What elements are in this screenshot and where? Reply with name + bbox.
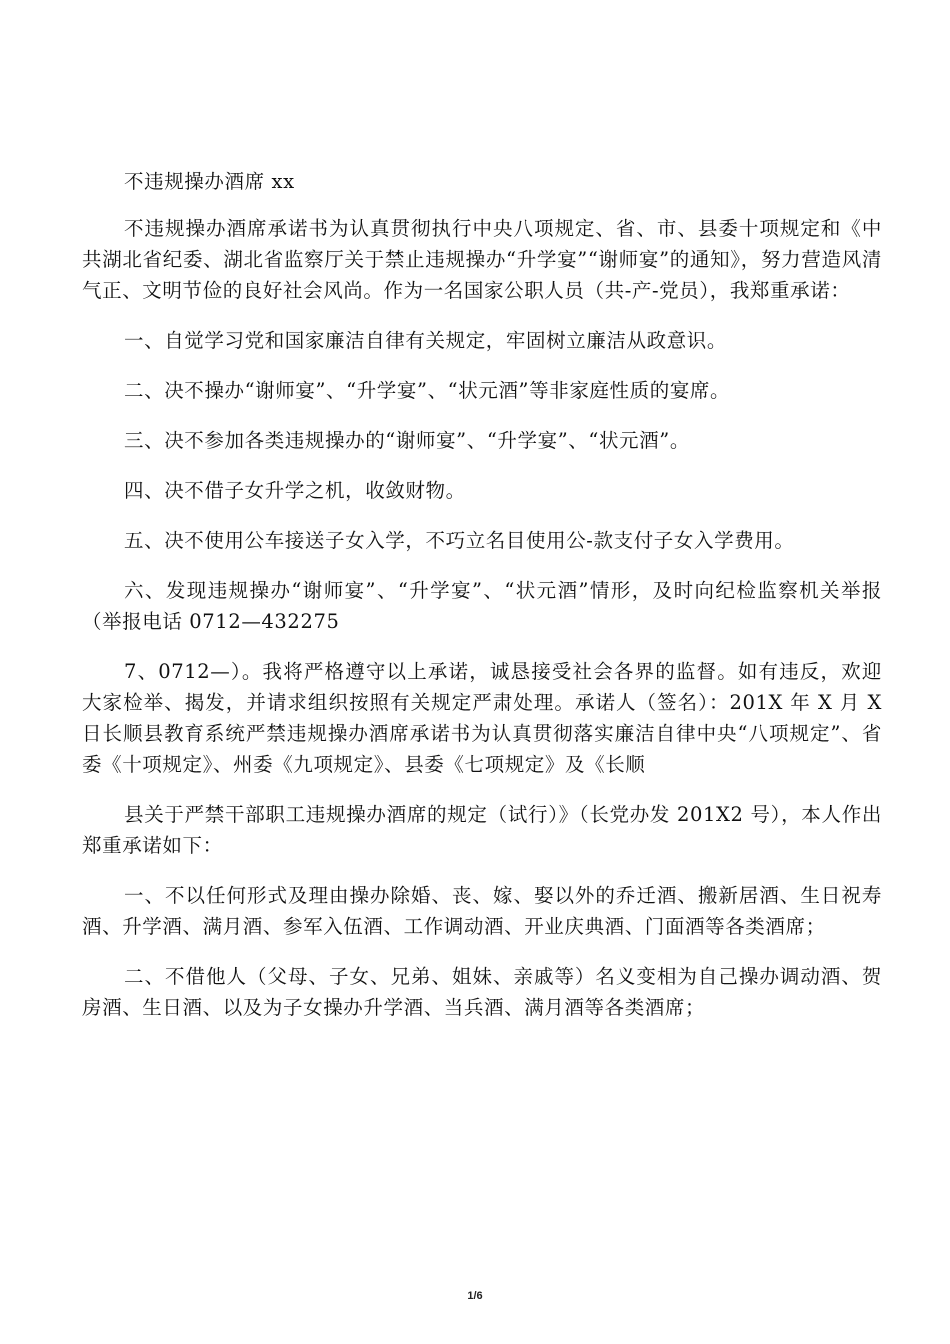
paragraph-item-3: 三、决不参加各类违规操办的“谢师宴”、“升学宴”、“状元酒”。: [124, 429, 690, 452]
paragraph-intro: 不违规操办酒席承诺书为认真贯彻执行中央八项规定、省、市、县委十项规定和《中共湖北省纪委、湖北省监察厅关于禁止违规操办“升学宴”“谢师宴”的通知》，努力营造风清气正、文明节俭的良好社会风尚。作为一名国家公职人员（共-产-党员），我郑重承诺：: [82, 217, 882, 302]
paragraph-item-1: 一、自觉学习党和国家廉洁自律有关规定，牢固树立廉洁从政意识。: [124, 329, 728, 352]
page-number: 1/6: [467, 1290, 483, 1302]
document-body: [82, 166, 882, 1023]
paragraph-item-6: 六、发现违规操办“谢师宴”、“升学宴”、“状元酒”情形，及时向纪检监察机关举报（举报电话 0712—432275: [82, 579, 882, 633]
paragraph-continuation: 7、0712—）。我将严格遵守以上承诺，诚恳接受社会各界的监督。如有违反，欢迎大家检举、揭发，并请求组织按照有关规定严肃处理。承诺人（签名）：201X 年 X 月 X 日长顺县教育系统严禁违规操办酒席承诺书为认真贯彻落实廉洁自律中央“八项规定”、省委《十项规定》、州委《九项规定》、县委《七项规定》及《长顺: [82, 660, 882, 776]
paragraph-regulation: 县关于严禁干部职工违规操办酒席的规定（试行）》（长党办发 201X2 号），本人作出郑重承诺如下：: [82, 803, 882, 857]
paragraph-pledge-1: 一、不以任何形式及理由操办除婚、丧、嫁、娶以外的乔迁酒、搬新居酒、生日祝寿酒、升学酒、满月酒、参军入伍酒、工作调动酒、开业庆典酒、门面酒等各类酒席；: [82, 884, 882, 938]
paragraph-pledge-2: 二、不借他人（父母、子女、兄弟、姐妹、亲戚等）名义变相为自己操办调动酒、贺房酒、生日酒、以及为子女操办升学酒、当兵酒、满月酒等各类酒席；: [82, 965, 882, 1019]
paragraph-item-2: 二、决不操办“谢师宴”、“升学宴”、“状元酒”等非家庭性质的宴席。: [124, 379, 731, 402]
paragraph-item-4: 四、决不借子女升学之机，收敛财物。: [124, 479, 466, 502]
document-title: 不违规操办酒席 xx: [124, 170, 295, 193]
paragraph-item-5: 五、决不使用公车接送子女入学，不巧立名目使用公-款支付子女入学费用。: [124, 529, 795, 552]
